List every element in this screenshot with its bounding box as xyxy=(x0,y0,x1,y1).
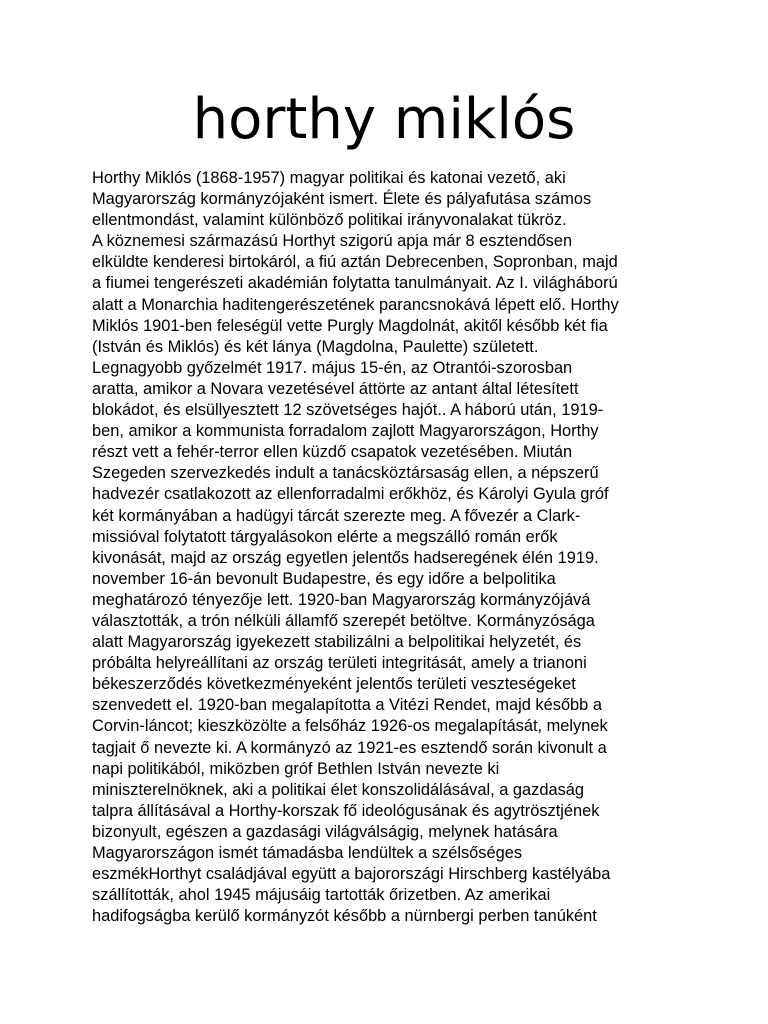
body-line: szenvedett el. 1920-ban megalapította a Vitézi Rendet, majd később a xyxy=(92,696,602,715)
body-line: Horthy Miklós (1868-1957) magyar politikai és katonai vezető, aki xyxy=(92,169,566,187)
body-line: (István és Miklós) és két lánya (Magdolna, Paulette) született. xyxy=(92,337,539,356)
body-line: elküldte kenderesi birtokáról, a fiú aztán Debrecenben, Sopronban, majd xyxy=(92,253,618,272)
body-line: miniszterelnöknek, aki a politikai élet konszolidálásával, a gazdaság xyxy=(92,780,584,799)
document-body xyxy=(92,168,692,927)
body-line: próbálta helyreállítani az ország területi integritását, amely a trianoni xyxy=(92,654,587,673)
body-line: békeszerződés következményeként jelentős területi veszteségeket xyxy=(92,675,576,694)
document-title: horthy miklós xyxy=(192,87,576,152)
body-line: meghatározó tényezője lett. 1920-ban Magyarország kormányzójává xyxy=(92,590,591,609)
body-line: missióval folytatott tárgyalásokon elérte a megszálló román erők xyxy=(92,527,558,546)
body-line: a fiumei tengerészeti akadémián folytatta tanulmányait. Az I. világháború xyxy=(92,274,618,293)
body-line: A köznemesi származású Horthyt szigorú apja már 8 esztendősen xyxy=(92,232,573,251)
body-line: kivonását, majd az ország egyetlen jelentős hadseregének élén 1919. xyxy=(92,548,599,567)
body-line: alatt Magyarország igyekezett stabilizálni a belpolitikai helyzetét, és xyxy=(92,633,582,652)
body-line: blokádot, és elsüllyesztett 12 szövetséges hajót.. A háború után, 1919- xyxy=(92,401,604,420)
body-line: ben, amikor a kommunista forradalom zajlott Magyarországon, Horthy xyxy=(92,422,599,441)
body-line: talpra állításával a Horthy-korszak fő ideológusának és agytrösztjének xyxy=(92,801,600,820)
body-line: két kormányában a hadügyi tárcát szerezte meg. A fővezér a Clark- xyxy=(92,506,581,525)
body-line: részt vett a fehér-terror ellen küzdő csapatok vezetésében. Miután xyxy=(92,443,573,462)
body-line: ellentmondást, valamint különböző politikai irányvonalakat tükröz. xyxy=(92,211,567,230)
body-line: bizonyult, egészen a gazdasági világválságig, melynek hatására xyxy=(92,822,558,841)
body-line: alatt a Monarchia haditengerészetének parancsnokává lépett elő. Horthy xyxy=(92,295,619,314)
body-line: tagjait ő nevezte ki. A kormányzó az 1921-es esztendő során kivonult a xyxy=(92,738,607,757)
body-line: eszmékHorthyt családjával együtt a bajorországi Hirschberg kastélyába xyxy=(92,865,611,884)
body-line: szállították, ahol 1945 májusáig tartották őrizetben. Az amerikai xyxy=(92,886,551,905)
body-line: Magyarország kormányzójaként ismert. Élete és pályafutása számos xyxy=(92,190,592,209)
body-line: november 16-án bevonult Budapestre, és egy időre a belpolitika xyxy=(92,569,556,588)
body-line: Miklós 1901-ben feleségül vette Purgly Magdolnát, akitől később két fia xyxy=(92,316,608,335)
body-line: választották, a trón nélküli államfő szerepét betöltve. Kormányzósága xyxy=(92,611,595,630)
body-line: napi politikából, miközben gróf Bethlen István nevezte ki xyxy=(92,759,500,778)
body-line: Corvin-láncot; kieszközölte a felsőház 1926-os megalapítását, melynek xyxy=(92,717,608,736)
body-line: Magyarországon ismét támadásba lendültek a szélsőséges xyxy=(92,844,523,862)
body-line: Szegeden szervezkedés indult a tanácsköztársaság ellen, a népszerű xyxy=(92,464,599,483)
body-line: hadifogságba kerülő kormányzót később a nürnbergi perben tanúként xyxy=(92,907,597,926)
body-line: aratta, amikor a Novara vezetésével áttörte az antant által létesített xyxy=(92,379,579,398)
body-line: hadvezér csatlakozott az ellenforradalmi erőkhöz, és Károlyi Gyula gróf xyxy=(92,485,609,504)
body-line: Legnagyobb győzelmét 1917. május 15-én, az Otrantói-szorosban xyxy=(92,358,573,377)
